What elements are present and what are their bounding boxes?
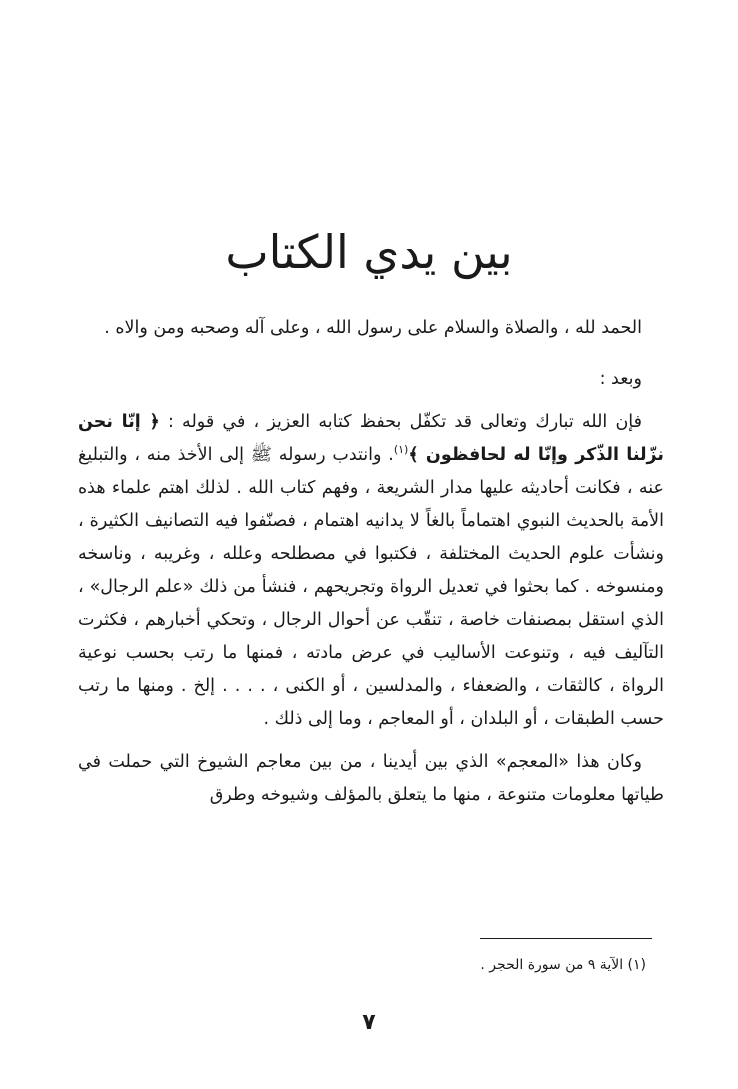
page-number: ٧ (362, 1010, 376, 1035)
main-body-text: . وانتدب رسوله ﷺ إلى الأخذ منه ، والتبليغ عنه ، فكانت أحاديثه عليها مدار الشريعة ، وفهم كتاب الله . لذلك اهتم علماء هذه الأمة بالحديث النبوي اهتماماً بالغاً لا يدانيه اهتمام ، فصنّفوا فيه التصانيف الكثيرة ، ونشأت علوم الحديث المختلفة ، فكتبوا في مصطلحه وعلله ، وغريبه ، وناسخه ومنسوخه . كما بحثوا في تعديل الرواة وتجريحهم ، فنشأ من ذلك «علم الرجال» ، الذي استقل بمصنفات خاصة ، تنقّب عن أحوال الرجال ، وتحكي أخبارهم ، فكثرت التآليف فيه ، وتنوعت الأساليب في عرض مادته ، فمنها ما رتب بحسب نوعية الرواة ، كالثقات ، والضعفاء ، والمدلسين ، أو الكنى ، . . . . إلخ . ومنها ما رتب حسب الطبقات ، أو البلدان ، أو المعاجم ، وما إلى ذلك . (78, 445, 664, 729)
footnote-divider (480, 938, 652, 939)
opening-paragraph: الحمد لله ، والصلاة والسلام على رسول الله ، وعلى آله وصحبه ومن والاه . (104, 318, 642, 338)
transition-phrase: وبعد : (599, 369, 642, 389)
body-text (78, 312, 664, 812)
footnote-text: (١) الآية ٩ من سورة الحجر . (480, 957, 646, 973)
page-heading: بين يدي الكتاب (225, 225, 513, 279)
main-intro-text: فإن الله تبارك وتعالى قد تكفّل بحفظ كتابه العزيز ، في قوله : (159, 412, 643, 432)
closing-paragraph: وكان هذا «المعجم» الذي بين أيدينا ، من بين معاجم الشيوخ التي حملت في طياتها معلومات متنوعة ، منها ما يتعلق بالمؤلف وشيوخه وطرق (78, 752, 664, 805)
quran-verse: ﴿ إنّا نحن نزّلنا الذّكر وإنّا له لحافظون ﴾ (78, 412, 664, 465)
main-paragraph (78, 406, 664, 736)
footnote-reference[interactable]: (١) (393, 443, 409, 457)
